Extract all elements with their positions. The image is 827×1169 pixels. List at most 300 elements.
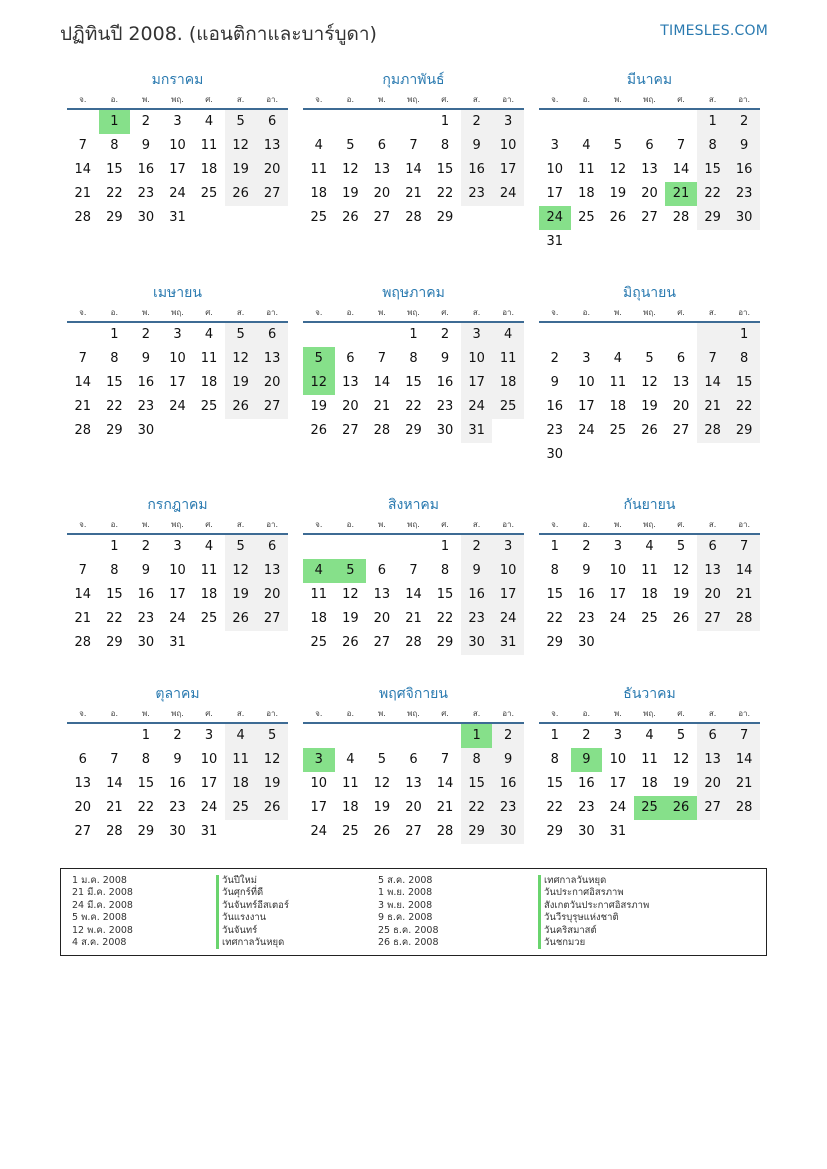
day-cell[interactable]: 25 (609, 423, 627, 438)
day-cell[interactable]: 3 (613, 539, 623, 554)
day-cell[interactable]: 4 (303, 559, 335, 583)
day-cell[interactable]: 19 (342, 186, 359, 201)
day-cell[interactable]: 10 (609, 752, 627, 767)
day-cell[interactable]: 23 (578, 611, 595, 626)
day-cell[interactable]: 19 (641, 399, 658, 414)
day-cell[interactable]: 2 (141, 114, 151, 129)
day-cell[interactable]: 26 (609, 210, 627, 225)
day-cell[interactable]: 18 (310, 611, 328, 626)
day-cell[interactable]: 29 (436, 635, 454, 650)
day-cell[interactable]: 8 (440, 138, 450, 153)
day-cell[interactable]: 31 (492, 631, 524, 655)
day-cell[interactable]: 26 (225, 182, 257, 206)
day-cell[interactable]: 8 (461, 748, 493, 772)
day-cell[interactable]: 25 (200, 611, 218, 626)
day-cell[interactable]: 10 (546, 162, 564, 177)
day-cell[interactable]: 28 (74, 423, 92, 438)
day-cell[interactable]: 24 (169, 186, 186, 201)
day-cell[interactable]: 6 (409, 752, 418, 767)
day-cell[interactable]: 30 (578, 824, 595, 839)
day-cell[interactable]: 30 (436, 423, 454, 438)
day-cell[interactable]: 15 (106, 587, 123, 602)
day-cell[interactable]: 2 (582, 728, 591, 743)
day-cell[interactable]: 14 (373, 375, 391, 390)
day-cell[interactable]: 29 (137, 824, 155, 839)
day-cell[interactable]: 28 (373, 423, 391, 438)
day-cell[interactable]: 12 (672, 752, 690, 767)
day-cell[interactable]: 11 (200, 563, 218, 578)
day-cell[interactable]: 28 (672, 210, 690, 225)
day-cell[interactable]: 3 (492, 535, 524, 559)
day-cell[interactable]: 3 (613, 728, 623, 743)
day-cell[interactable]: 19 (609, 186, 627, 201)
day-cell[interactable]: 27 (373, 210, 391, 225)
day-cell[interactable]: 6 (697, 724, 729, 748)
day-cell[interactable]: 22 (106, 186, 123, 201)
day-cell[interactable]: 6 (676, 351, 686, 366)
day-cell[interactable]: 23 (169, 800, 186, 815)
day-cell[interactable]: 26 (672, 611, 690, 626)
day-cell[interactable]: 18 (492, 371, 524, 395)
day-cell[interactable]: 30 (546, 447, 564, 462)
day-cell[interactable]: 25 (200, 399, 218, 414)
day-cell[interactable]: 19 (342, 611, 359, 626)
day-cell[interactable]: 20 (256, 371, 288, 395)
day-cell[interactable]: 27 (373, 635, 391, 650)
day-cell[interactable]: 6 (377, 138, 387, 153)
day-cell[interactable]: 14 (405, 162, 422, 177)
day-cell[interactable]: 31 (609, 824, 627, 839)
day-cell[interactable]: 26 (225, 395, 257, 419)
day-cell[interactable]: 19 (373, 800, 391, 815)
day-cell[interactable]: 11 (492, 347, 524, 371)
day-cell[interactable]: 12 (641, 375, 658, 390)
day-cell[interactable]: 21 (728, 583, 760, 607)
day-cell[interactable]: 5 (256, 724, 288, 748)
day-cell[interactable]: 24 (169, 611, 186, 626)
day-cell[interactable]: 2 (582, 539, 591, 554)
day-cell[interactable]: 18 (200, 162, 218, 177)
day-cell[interactable]: 15 (461, 772, 493, 796)
day-cell[interactable]: 11 (310, 587, 328, 602)
day-cell[interactable]: 21 (373, 399, 391, 414)
day-cell[interactable]: 24 (492, 607, 524, 631)
day-cell[interactable]: 21 (405, 186, 422, 201)
day-cell[interactable]: 1 (550, 728, 559, 743)
day-cell[interactable]: 30 (169, 824, 186, 839)
day-cell[interactable]: 19 (225, 583, 257, 607)
day-cell[interactable]: 22 (106, 399, 123, 414)
day-cell[interactable]: 25 (578, 210, 595, 225)
day-cell[interactable]: 28 (106, 824, 123, 839)
site-logo[interactable]: TIMESLES.COM (660, 23, 768, 39)
day-cell[interactable]: 15 (106, 162, 123, 177)
day-cell[interactable]: 16 (461, 583, 493, 607)
day-cell[interactable]: 13 (256, 347, 288, 371)
day-cell[interactable]: 21 (665, 182, 697, 206)
day-cell[interactable]: 9 (173, 752, 182, 767)
day-cell[interactable]: 17 (169, 375, 186, 390)
day-cell[interactable]: 27 (697, 796, 729, 820)
day-cell[interactable]: 18 (200, 587, 218, 602)
day-cell[interactable]: 20 (373, 186, 391, 201)
day-cell[interactable]: 22 (546, 611, 564, 626)
day-cell[interactable]: 8 (110, 138, 119, 153)
day-cell[interactable]: 14 (405, 587, 422, 602)
day-cell[interactable]: 24 (609, 611, 627, 626)
day-cell[interactable]: 9 (141, 138, 151, 153)
day-cell[interactable]: 16 (728, 158, 760, 182)
day-cell[interactable]: 4 (582, 138, 591, 153)
day-cell[interactable]: 10 (169, 351, 186, 366)
day-cell[interactable]: 17 (310, 800, 328, 815)
day-cell[interactable]: 18 (200, 375, 218, 390)
day-cell[interactable]: 23 (137, 399, 155, 414)
day-cell[interactable]: 12 (225, 559, 257, 583)
day-cell[interactable]: 2 (461, 110, 493, 134)
day-cell[interactable]: 5 (613, 138, 623, 153)
day-cell[interactable]: 7 (78, 563, 87, 578)
day-cell[interactable]: 27 (405, 824, 422, 839)
day-cell[interactable]: 5 (225, 110, 257, 134)
day-cell[interactable]: 30 (461, 631, 493, 655)
day-cell[interactable]: 2 (461, 535, 493, 559)
day-cell[interactable]: 7 (440, 752, 450, 767)
day-cell[interactable]: 29 (106, 635, 123, 650)
day-cell[interactable]: 5 (303, 347, 335, 371)
day-cell[interactable]: 21 (697, 395, 729, 419)
day-cell[interactable]: 1 (461, 724, 493, 748)
day-cell[interactable]: 11 (609, 375, 627, 390)
day-cell[interactable]: 9 (461, 559, 493, 583)
day-cell[interactable]: 30 (492, 820, 524, 844)
day-cell[interactable]: 23 (436, 399, 454, 414)
day-cell[interactable]: 23 (546, 423, 564, 438)
day-cell[interactable]: 15 (436, 162, 454, 177)
day-cell[interactable]: 24 (492, 182, 524, 206)
day-cell[interactable]: 15 (436, 587, 454, 602)
day-cell[interactable]: 28 (436, 824, 454, 839)
day-cell[interactable]: 9 (141, 563, 151, 578)
day-cell[interactable]: 20 (405, 800, 422, 815)
day-cell[interactable]: 9 (550, 375, 559, 390)
day-cell[interactable]: 5 (645, 351, 654, 366)
day-cell[interactable]: 1 (440, 539, 450, 554)
day-cell[interactable]: 31 (461, 419, 493, 443)
day-cell[interactable]: 28 (405, 210, 422, 225)
day-cell[interactable]: 26 (310, 423, 328, 438)
day-cell[interactable]: 25 (310, 210, 328, 225)
day-cell[interactable]: 13 (373, 587, 391, 602)
day-cell[interactable]: 12 (303, 371, 335, 395)
day-cell[interactable]: 23 (578, 800, 595, 815)
day-cell[interactable]: 6 (697, 535, 729, 559)
day-cell[interactable]: 14 (74, 375, 92, 390)
day-cell[interactable]: 23 (492, 796, 524, 820)
day-cell[interactable]: 3 (173, 539, 182, 554)
day-cell[interactable]: 26 (256, 796, 288, 820)
day-cell[interactable]: 9 (571, 748, 603, 772)
day-cell[interactable]: 26 (342, 210, 359, 225)
day-cell[interactable]: 6 (78, 752, 87, 767)
day-cell[interactable]: 27 (672, 423, 690, 438)
day-cell[interactable]: 15 (137, 776, 155, 791)
day-cell[interactable]: 30 (578, 635, 595, 650)
day-cell[interactable]: 20 (256, 583, 288, 607)
day-cell[interactable]: 20 (74, 800, 92, 815)
day-cell[interactable]: 7 (78, 351, 87, 366)
day-cell[interactable]: 24 (539, 206, 571, 230)
day-cell[interactable]: 1 (697, 110, 729, 134)
day-cell[interactable]: 25 (310, 635, 328, 650)
day-cell[interactable]: 12 (342, 587, 359, 602)
day-cell[interactable]: 4 (314, 138, 323, 153)
day-cell[interactable]: 16 (492, 772, 524, 796)
day-cell[interactable]: 1 (440, 114, 450, 129)
day-cell[interactable]: 3 (582, 351, 591, 366)
day-cell[interactable]: 25 (225, 796, 257, 820)
day-cell[interactable]: 9 (492, 748, 524, 772)
day-cell[interactable]: 22 (436, 186, 454, 201)
day-cell[interactable]: 13 (342, 375, 359, 390)
day-cell[interactable]: 4 (204, 539, 214, 554)
day-cell[interactable]: 12 (373, 776, 391, 791)
day-cell[interactable]: 18 (578, 186, 595, 201)
day-cell[interactable]: 26 (342, 635, 359, 650)
day-cell[interactable]: 11 (200, 351, 218, 366)
day-cell[interactable]: 21 (436, 800, 454, 815)
day-cell[interactable]: 16 (461, 158, 493, 182)
day-cell[interactable]: 24 (609, 800, 627, 815)
day-cell[interactable]: 7 (409, 138, 418, 153)
day-cell[interactable]: 9 (440, 351, 450, 366)
day-cell[interactable]: 29 (106, 423, 123, 438)
day-cell[interactable]: 12 (225, 134, 257, 158)
day-cell[interactable]: 30 (137, 635, 155, 650)
day-cell[interactable]: 8 (409, 351, 418, 366)
day-cell[interactable]: 7 (110, 752, 119, 767)
day-cell[interactable]: 29 (106, 210, 123, 225)
day-cell[interactable]: 12 (609, 162, 627, 177)
day-cell[interactable]: 20 (641, 186, 658, 201)
day-cell[interactable]: 17 (200, 776, 218, 791)
day-cell[interactable]: 26 (641, 423, 658, 438)
day-cell[interactable]: 12 (672, 563, 690, 578)
day-cell[interactable]: 23 (137, 186, 155, 201)
day-cell[interactable]: 2 (440, 327, 450, 342)
day-cell[interactable]: 13 (256, 134, 288, 158)
day-cell[interactable]: 1 (409, 327, 418, 342)
day-cell[interactable]: 16 (578, 587, 595, 602)
day-cell[interactable]: 16 (169, 776, 186, 791)
day-cell[interactable]: 11 (310, 162, 328, 177)
day-cell[interactable]: 21 (405, 611, 422, 626)
day-cell[interactable]: 7 (697, 347, 729, 371)
day-cell[interactable]: 20 (672, 399, 690, 414)
day-cell[interactable]: 30 (137, 423, 155, 438)
day-cell[interactable]: 15 (546, 776, 564, 791)
day-cell[interactable]: 9 (461, 134, 493, 158)
day-cell[interactable]: 1 (550, 539, 559, 554)
day-cell[interactable]: 25 (200, 186, 218, 201)
day-cell[interactable]: 28 (74, 635, 92, 650)
day-cell[interactable]: 23 (461, 607, 493, 631)
day-cell[interactable]: 14 (106, 776, 123, 791)
day-cell[interactable]: 5 (346, 138, 355, 153)
day-cell[interactable]: 18 (641, 587, 658, 602)
day-cell[interactable]: 22 (728, 395, 760, 419)
day-cell[interactable]: 17 (609, 776, 627, 791)
day-cell[interactable]: 27 (74, 824, 92, 839)
day-cell[interactable]: 3 (492, 110, 524, 134)
day-cell[interactable]: 3 (303, 748, 335, 772)
day-cell[interactable]: 22 (461, 796, 493, 820)
day-cell[interactable]: 7 (377, 351, 387, 366)
day-cell[interactable]: 27 (256, 395, 288, 419)
day-cell[interactable]: 22 (697, 182, 729, 206)
day-cell[interactable]: 14 (74, 587, 92, 602)
day-cell[interactable]: 5 (225, 323, 257, 347)
day-cell[interactable]: 19 (310, 399, 328, 414)
day-cell[interactable]: 21 (74, 186, 92, 201)
day-cell[interactable]: 4 (204, 114, 214, 129)
day-cell[interactable]: 5 (377, 752, 387, 767)
day-cell[interactable]: 6 (377, 563, 387, 578)
day-cell[interactable]: 19 (672, 587, 690, 602)
day-cell[interactable]: 11 (641, 563, 658, 578)
day-cell[interactable]: 23 (461, 182, 493, 206)
day-cell[interactable]: 5 (225, 535, 257, 559)
day-cell[interactable]: 5 (676, 728, 686, 743)
day-cell[interactable]: 8 (141, 752, 151, 767)
day-cell[interactable]: 13 (373, 162, 391, 177)
day-cell[interactable]: 2 (728, 110, 760, 134)
day-cell[interactable]: 26 (225, 607, 257, 631)
day-cell[interactable]: 1 (110, 539, 119, 554)
day-cell[interactable]: 28 (405, 635, 422, 650)
day-cell[interactable]: 20 (697, 772, 729, 796)
day-cell[interactable]: 17 (492, 158, 524, 182)
day-cell[interactable]: 8 (697, 134, 729, 158)
day-cell[interactable]: 2 (141, 327, 151, 342)
day-cell[interactable]: 12 (256, 748, 288, 772)
day-cell[interactable]: 3 (461, 323, 493, 347)
day-cell[interactable]: 15 (546, 587, 564, 602)
day-cell[interactable]: 19 (672, 776, 690, 791)
day-cell[interactable]: 25 (342, 824, 359, 839)
day-cell[interactable]: 10 (492, 134, 524, 158)
day-cell[interactable]: 4 (645, 728, 654, 743)
day-cell[interactable]: 19 (225, 371, 257, 395)
day-cell[interactable]: 29 (546, 824, 564, 839)
day-cell[interactable]: 11 (342, 776, 359, 791)
day-cell[interactable]: 13 (641, 162, 658, 177)
day-cell[interactable]: 4 (346, 752, 355, 767)
day-cell[interactable]: 10 (492, 559, 524, 583)
day-cell[interactable]: 1 (99, 110, 131, 134)
day-cell[interactable]: 31 (169, 635, 186, 650)
day-cell[interactable]: 16 (578, 776, 595, 791)
day-cell[interactable]: 3 (550, 138, 559, 153)
day-cell[interactable]: 17 (492, 583, 524, 607)
day-cell[interactable]: 7 (78, 138, 87, 153)
day-cell[interactable]: 21 (728, 772, 760, 796)
day-cell[interactable]: 18 (641, 776, 658, 791)
day-cell[interactable]: 14 (697, 371, 729, 395)
day-cell[interactable]: 9 (141, 351, 151, 366)
day-cell[interactable]: 30 (728, 206, 760, 230)
day-cell[interactable]: 16 (137, 375, 155, 390)
day-cell[interactable]: 30 (137, 210, 155, 225)
day-cell[interactable]: 6 (256, 323, 288, 347)
day-cell[interactable]: 12 (342, 162, 359, 177)
day-cell[interactable]: 14 (728, 748, 760, 772)
day-cell[interactable]: 28 (74, 210, 92, 225)
day-cell[interactable]: 27 (697, 607, 729, 631)
day-cell[interactable]: 20 (342, 399, 359, 414)
day-cell[interactable]: 8 (550, 563, 559, 578)
day-cell[interactable]: 25 (641, 611, 658, 626)
day-cell[interactable]: 4 (645, 539, 654, 554)
day-cell[interactable]: 4 (225, 724, 257, 748)
day-cell[interactable]: 17 (461, 371, 493, 395)
day-cell[interactable]: 26 (373, 824, 391, 839)
day-cell[interactable]: 7 (676, 138, 686, 153)
day-cell[interactable]: 8 (440, 563, 450, 578)
day-cell[interactable]: 25 (492, 395, 524, 419)
day-cell[interactable]: 22 (546, 800, 564, 815)
day-cell[interactable]: 13 (256, 559, 288, 583)
day-cell[interactable]: 1 (110, 327, 119, 342)
day-cell[interactable]: 23 (137, 611, 155, 626)
day-cell[interactable]: 13 (405, 776, 422, 791)
day-cell[interactable]: 24 (200, 800, 218, 815)
day-cell[interactable]: 5 (676, 539, 686, 554)
day-cell[interactable]: 29 (546, 635, 564, 650)
day-cell[interactable]: 18 (225, 772, 257, 796)
day-cell[interactable]: 3 (204, 728, 214, 743)
day-cell[interactable]: 14 (74, 162, 92, 177)
day-cell[interactable]: 16 (137, 162, 155, 177)
day-cell[interactable]: 19 (225, 158, 257, 182)
day-cell[interactable]: 5 (335, 559, 367, 583)
day-cell[interactable]: 10 (461, 347, 493, 371)
day-cell[interactable]: 29 (697, 206, 729, 230)
day-cell[interactable]: 17 (609, 587, 627, 602)
day-cell[interactable]: 22 (405, 399, 422, 414)
day-cell[interactable]: 8 (728, 347, 760, 371)
day-cell[interactable]: 11 (200, 138, 218, 153)
day-cell[interactable]: 10 (169, 138, 186, 153)
day-cell[interactable]: 24 (578, 423, 595, 438)
day-cell[interactable]: 7 (728, 535, 760, 559)
day-cell[interactable]: 13 (74, 776, 92, 791)
day-cell[interactable]: 8 (110, 351, 119, 366)
day-cell[interactable]: 20 (373, 611, 391, 626)
day-cell[interactable]: 6 (645, 138, 654, 153)
day-cell[interactable]: 8 (110, 563, 119, 578)
day-cell[interactable]: 19 (256, 772, 288, 796)
day-cell[interactable]: 17 (578, 399, 595, 414)
day-cell[interactable]: 24 (310, 824, 328, 839)
day-cell[interactable]: 1 (728, 323, 760, 347)
day-cell[interactable]: 2 (550, 351, 559, 366)
day-cell[interactable]: 11 (225, 748, 257, 772)
day-cell[interactable]: 3 (173, 114, 182, 129)
day-cell[interactable]: 21 (74, 399, 92, 414)
day-cell[interactable]: 14 (672, 162, 690, 177)
day-cell[interactable]: 18 (342, 800, 359, 815)
